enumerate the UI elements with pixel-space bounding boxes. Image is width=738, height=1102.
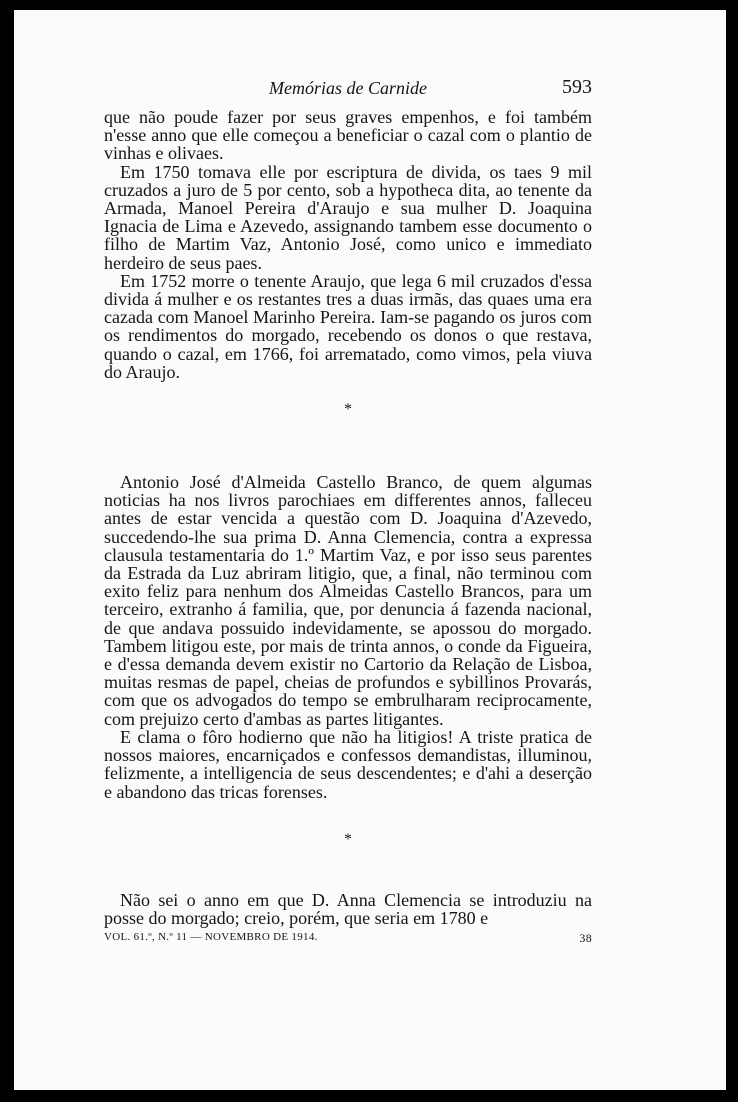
paragraph: que não poude fazer por seus graves empenhos, e foi também n'esse anno que elle começou a beneficiar o cazal com o plantio de vinhas e olivaes. xyxy=(104,107,592,164)
running-title: Memórias de Carnide xyxy=(269,78,427,98)
scanned-page xyxy=(14,10,726,1090)
paragraph: Não sei o anno em que D. Anna Clemencia se introduziu na posse do morgado; creio, porém, que seria em 1780 e xyxy=(104,889,592,928)
section-separator: * xyxy=(344,401,352,419)
volume-info: VOL. 61.º, N.º 11 — NOVEMBRO DE 1914. xyxy=(104,931,318,944)
page-content xyxy=(104,70,592,947)
page-footer xyxy=(104,929,592,947)
section-2 xyxy=(104,473,592,801)
paragraph: Em 1750 tomava elle por escriptura de divida, os taes 9 mil cruzados a juro de 5 por cento, sob a hypotheca dita, ao tenente da Armada, Manoel Pereira d'Araujo e sua mulher D. Joaquina Ignacia de Lima e Azevedo, assignando tambem esse documento o filho de Martim Vaz, Antonio José, como unico e immediato herdeiro de seus paes. xyxy=(104,161,592,273)
paragraph: Antonio José d'Almeida Castello Branco, de quem algumas noticias ha nos livros parochiaes em differentes annos, falleceu antes de estar vencida a questão com D. Joaquina d'Azevedo, succedendo-lhe sua prima D. Anna Clemencia, contra a expressa clausula testamentaria do 1.º Martim Vaz, e por isso seus parentes da Estrada da Luz abriram litigio, que, a final, não terminou com exito feliz para nenhum dos Almeidas Castello Brancos, para um terceiro, extranho á familia, que, por denuncia á fazenda nacional, de que andava possuido indevidamente, se apossou do morgado. Tambem litigou este, por mais de trinta annos, o conde da Figueira, e d'essa demanda devem existir no Cartorio da Relação de Lisboa, muitas resmas de papel, cheias de profundos e sybillinos Provarás, com que os advogados do tempo se embrulharam reciprocamente, com prejuizo certo d'ambas as partes litigantes. xyxy=(104,472,592,729)
page-number: 593 xyxy=(562,76,592,98)
section-1 xyxy=(104,108,592,381)
paragraph: E clama o fôro hodierno que não ha litigios! A triste pratica de nossos maiores, encarniçados e confessos demandistas, illuminou, felizmente, a intelligencia de seus descendentes; e d'ahi a deserção e abandono das tricas forenses. xyxy=(104,726,592,802)
signature-mark: 38 xyxy=(579,931,592,946)
section-3 xyxy=(104,891,592,927)
paragraph: Em 1752 morre o tenente Araujo, que lega 6 mil cruzados d'essa divida á mulher e os restantes tres a duas irmãs, das quaes uma era cazada com Manoel Marinho Pereira. Iam-se pagando os juros com os rendimentos do morgado, recebendo os donos o que restava, quando o cazal, em 1766, foi arrematado, como vimos, pela viuva do Araujo. xyxy=(104,270,592,382)
running-header xyxy=(104,70,592,100)
section-separator: * xyxy=(344,830,352,848)
